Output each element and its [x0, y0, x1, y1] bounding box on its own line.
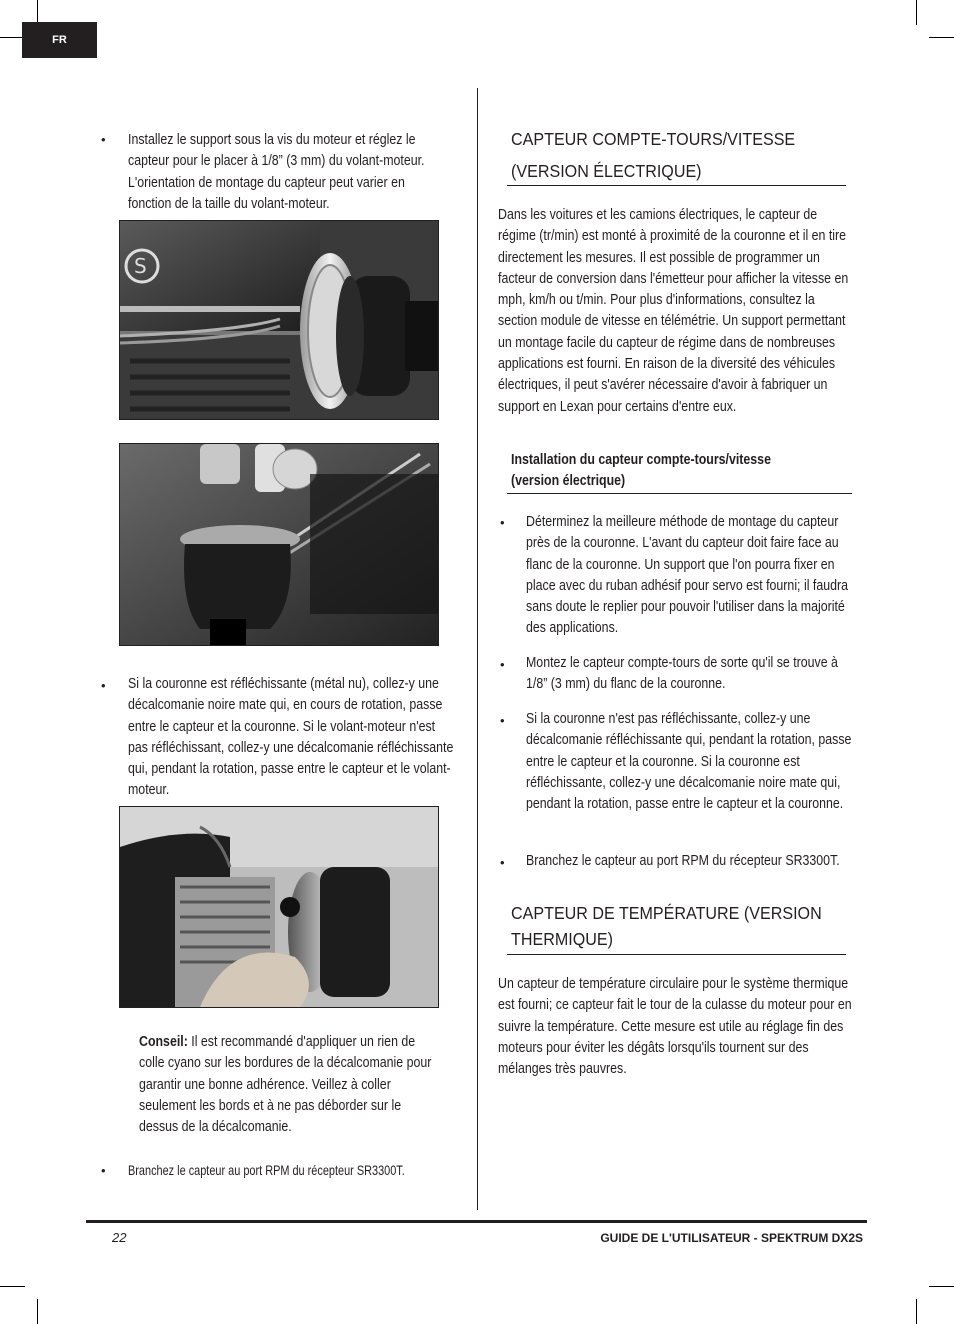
language-tab: FR [22, 22, 97, 58]
tip-label: Conseil: [139, 1034, 188, 1050]
crop-mark [929, 1286, 954, 1287]
heading-rule [507, 954, 846, 955]
crop-mark [929, 37, 954, 38]
tip-paragraph [139, 1032, 436, 1138]
crop-mark [37, 1299, 38, 1324]
right-bullet-1: Déterminez la meilleure méthode de montage du capteur près de la couronne. L'avant du capteur doit faire face au flanc de la couronne. Un support que l'on pourra fixer en place avec du ruban adhésif pour servo est fourni; il faudra sans doute le replier pour pouvoir l'utiliser dans la majorité des applications. [526, 514, 848, 637]
heading-rpm-electric-line2: (VERSION ÉLECTRIQUE) [511, 161, 702, 181]
bullet-glyph: • [101, 678, 106, 693]
page-number: 22 [112, 1230, 127, 1245]
left-bullet-1: Installez le support sous la vis du moteur et réglez le capteur pour le placer à 1/8” (3 mm) du volant-moteur. L'orientation de montage du capteur peut varier en fonction de la taille du volant-moteur. [128, 132, 425, 212]
bullet-glyph: • [101, 132, 106, 147]
svg-text:S: S [134, 254, 147, 278]
heading-temperature-line1: CAPTEUR DE TEMPÉRATURE (VERSION [511, 903, 822, 923]
column-divider [477, 88, 478, 1210]
tip-text: Il est recommandé d'appliquer un rien de colle cyano sur les bordures de la décalcomanie pour garantir une bonne adhérence. Veillez à coller seulement les bords et à ne pas déborder sur le dessus de la décalcomanie. [139, 1034, 432, 1136]
temperature-paragraph: Un capteur de température circulaire pour le système thermique est fourni; ce capteur fait le tour de la culasse du moteur pour en suivre la température. Cette mesure est utile au réglage fin des moteurs pour éviter les dégâts lorsqu'ils tournent sur des mélanges très pauvres. [498, 976, 852, 1078]
rpm-electric-paragraph: Dans les voitures et les camions électriques, le capteur de régime (tr/min) est monté à proximité de la couronne et il en tire directement les mesures. Il est possible de programmer un facteur de conversion dans l'émetteur pour afficher la vitesse en mph, km/h ou t/min. Pour plus d'informations, consultez la section module de vitesse en télémétrie. Un support permettant un montage facile du capteur de régime dans de nombreuses applications est fourni. En raison de la diversité des véhicules électriques, il peut s'avérer nécessaire d'avoir à fabriquer un support en Lexan pour certains d'entre eux. [498, 207, 849, 415]
engine-photo-1 [119, 220, 439, 420]
footer-rule [86, 1220, 867, 1223]
engine-photo-2 [119, 443, 439, 646]
crop-mark [916, 0, 917, 25]
heading-rpm-electric-line1: CAPTEUR COMPTE-TOURS/VITESSE [511, 129, 796, 149]
crop-mark [916, 1299, 917, 1324]
left-bullet-2: Si la couronne est réfléchissante (métal nu), collez-y une décalcomanie noire mate qui, en cours de rotation, passe entre le capteur et la couronne. Si le volant-moteur n'est pas réfléchissant, collez-y une décalcomanie réfléchissante qui, pendant la rotation, passe entre le capteur et le volant-moteur. [128, 676, 454, 799]
left-bullet-3: Branchez le capteur au port RPM du récepteur SR3300T. [128, 1162, 405, 1178]
heading-rule [507, 185, 846, 186]
engine-photo-3 [119, 806, 439, 1008]
footer-title: GUIDE DE L'UTILISATEUR - SPEKTRUM DX2S [600, 1231, 863, 1245]
bullet-glyph: • [500, 657, 505, 672]
heading-temperature-line2: THERMIQUE) [511, 929, 613, 949]
bullet-glyph: • [500, 713, 505, 728]
right-bullet-2: Montez le capteur compte-tours de sorte qu'il se trouve à 1/8” (3 mm) du flanc de la couronne. [526, 655, 838, 693]
crop-mark [0, 1286, 25, 1287]
bullet-glyph: • [101, 1163, 106, 1178]
install-subhead-line1: Installation du capteur compte-tours/vitesse [511, 452, 771, 468]
subhead-rule [507, 493, 852, 494]
install-subhead-line2: (version électrique) [511, 473, 626, 489]
bullet-glyph: • [500, 855, 505, 870]
bullet-glyph: • [500, 515, 505, 530]
right-bullet-4: Branchez le capteur au port RPM du récepteur SR3300T. [526, 853, 840, 869]
right-bullet-3: Si la couronne n'est pas réfléchissante, collez-y une décalcomanie réfléchissante qui, pendant la rotation, passe entre le capteur et la couronne. Si la couronne est réfléchissante, collez-y une décalcomanie noire mate qui, pendant la rotation, passe entre le capteur et la couronne. [526, 711, 852, 813]
